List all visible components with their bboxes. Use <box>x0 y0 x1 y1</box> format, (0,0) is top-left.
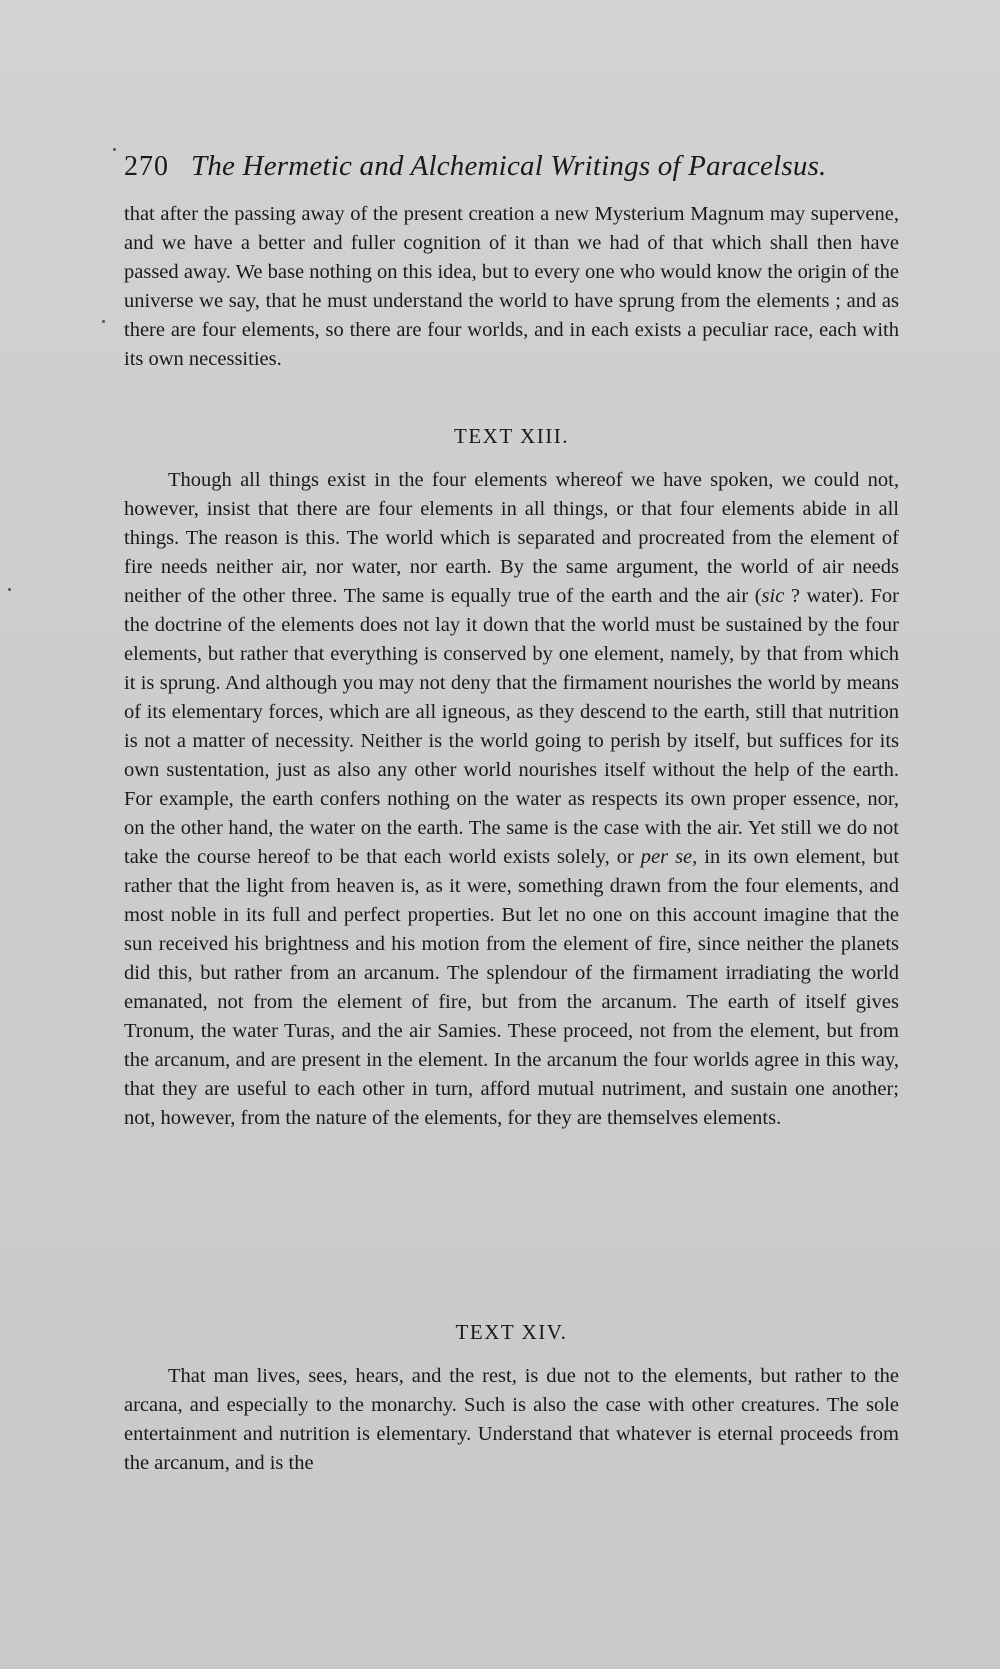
print-speck <box>113 148 116 151</box>
text-xiii-part-2: ? water). For the doctrine of the elements does not lay it down that the world must be sustained by the four elements, but rather that everything is conserved by one element, namely, by that from which it is sprung. And although you may not deny that the firmament nourishes the world by means of its elementary forces, which are all igneous, as they descend to the earth, still that nutrition is not a matter of necessity. Neither is the world going to perish by itself, but suffices for its own sustentation, just as also any other world nourishes itself without the help of the earth. For example, the earth confers nothing on the water as respects its own proper essence, nor, on the other hand, the water on the earth. The same is the case with the air. Yet still we do not take the course hereof to be that each world exists solely, or <box>124 585 899 868</box>
print-speck <box>102 320 105 323</box>
page-number: 270 <box>124 151 169 182</box>
print-speck <box>8 588 11 591</box>
text-xiv-paragraph: That man lives, sees, hears, and the rest, is due not to the elements, but rather to the arcana, and especially to the monarchy. Such is also the case with other creatures. The sole entertainment and nutrition is elementary. Understand that whatever is eternal proceeds from the arcanum, and is the <box>124 1365 899 1474</box>
continuation-paragraph-block <box>124 200 899 374</box>
per-se-italic: per se, <box>640 846 698 868</box>
sic-italic: sic <box>761 585 785 607</box>
text-xiii-part-1: Though all things exist in the four elements whereof we have spoken, we could not, however, insist that there are four elements in all things, or that four elements abide in all things. The reason is this. The world which is separated and procreated from the element of fire needs neither air, nor water, nor earth. By the same argument, the world of air needs neither of the other three. The same is equally true of the earth and the air ( <box>124 469 899 607</box>
text-xiv-block <box>124 1362 899 1478</box>
text-xiii-block <box>124 466 899 1133</box>
continuation-paragraph: that after the passing away of the present creation a new Mysterium Magnum may supervene, and we have a better and fuller cognition of it than we had of that which shall then have passed away. We base nothing on this idea, but to every one who would know the origin of the universe we say, that he must understand the world to have sprung from the elements ; and as there are four elements, so there are four worlds, and in each exists a peculiar race, each with its own necessities. <box>124 203 899 370</box>
section-heading-text-xiii: TEXT XIII. <box>454 424 569 448</box>
text-xiii-part-3: in its own element, but rather that the light from heaven is, as it were, something drawn from the four elements, and most noble in its full and perfect properties. But let no one on this account imagine that the sun received his brightness and his motion from the element of fire, since neither the planets did this, but rather from an arcanum. The splendour of the firmament irradiating the world emanated, not from the element of fire, but from the arcanum. The earth of itself gives Tronum, the water Turas, and the air Samies. These proceed, not from the element, but from the arcanum, and are present in the element. In the arcanum the four worlds agree in this way, that they are useful to each other in turn, afford mutual nutriment, and sustain one another; not, however, from the nature of the elements, for they are themselves elements. <box>124 846 900 1129</box>
section-heading-text-xiv: TEXT XIV. <box>455 1320 568 1344</box>
book-title: The Hermetic and Alchemical Writings of Paracelsus. <box>191 150 827 182</box>
text-xiii-paragraph <box>124 466 899 1133</box>
running-head <box>124 150 904 190</box>
